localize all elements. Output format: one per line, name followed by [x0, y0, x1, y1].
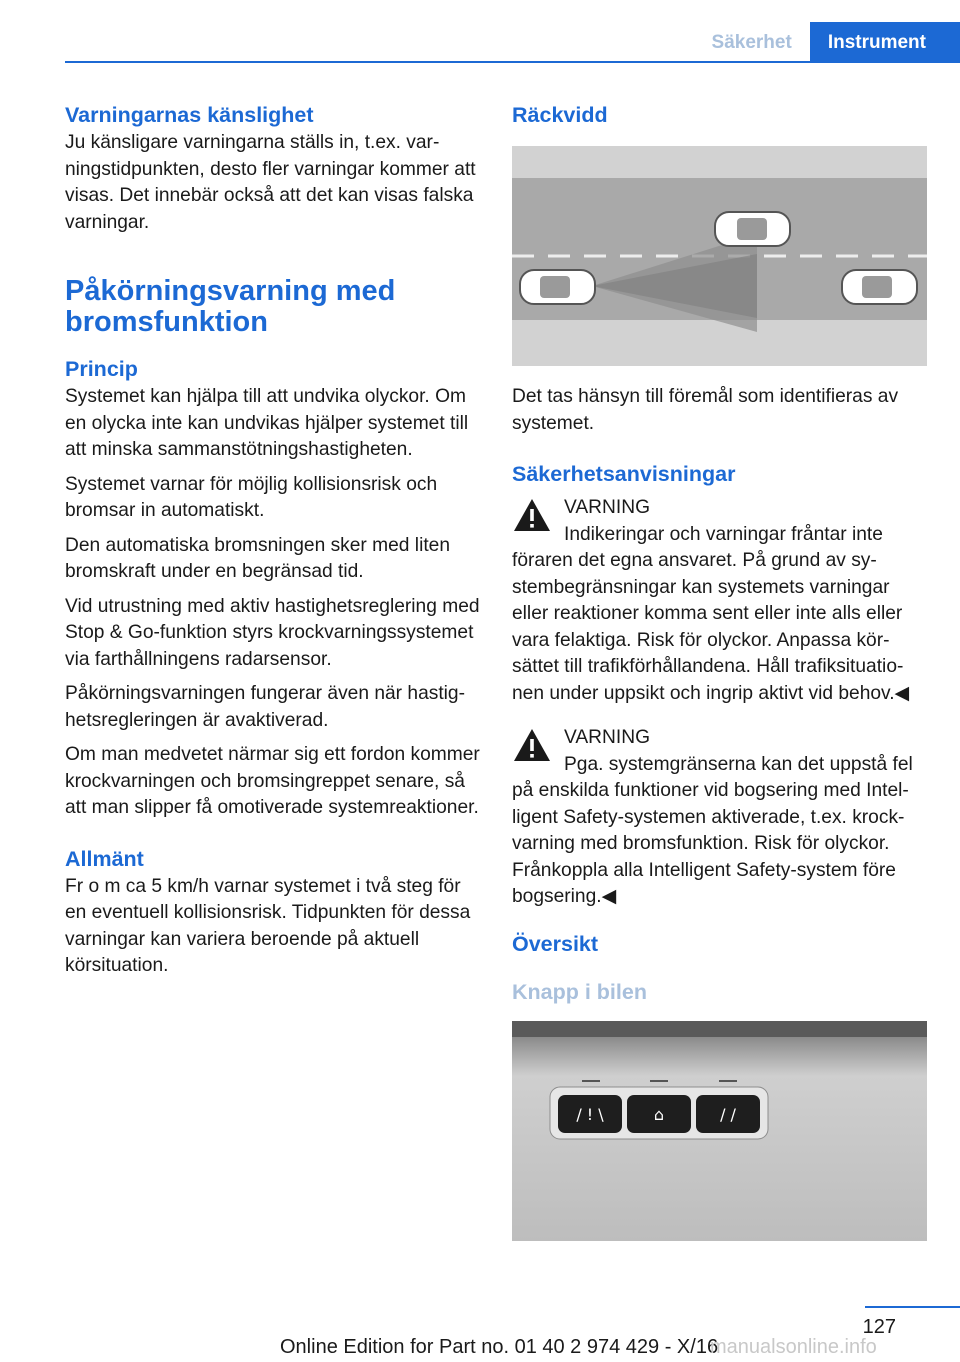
paragraph-principle-5: Påkörningsvarningen fungerar även när hastighetsregleringen är avaktiverad.	[65, 683, 465, 731]
paragraph-sensitivity: Ju känsligare varningarna ställs in, t.ex. varningstidpunkten, desto fler varningar kommer att visas. Det innebär också att det kan visas falska varningar.	[65, 132, 476, 233]
edition-text: Online Edition for Part no. 01 40 2 974 429 - X/16	[280, 1336, 719, 1358]
car-right-icon	[842, 270, 917, 304]
heading-principle: Princip	[65, 357, 138, 381]
warning-2-title: VARNING	[564, 727, 650, 748]
warning-2-text: på enskilda funktioner vid bogsering med Intelligent Safety-systemen aktiverade, t.ex. krockvarning med bromsfunktion. Risk för olyckor. Frånkoppla alla Intelligent Safety-system före bogsering.◀	[512, 780, 909, 907]
warning-2-lead: Pga. systemgränserna kan det uppstå fel	[564, 753, 913, 775]
warning-triangle-icon	[512, 497, 552, 533]
heading-overview: Översikt	[512, 931, 599, 956]
heading-safety: Säkerhetsanvisningar	[512, 462, 736, 486]
car-left-icon	[520, 270, 595, 304]
svg-text:/ /: / /	[720, 1104, 736, 1124]
header-tabs	[694, 22, 960, 62]
tab-sakerhet[interactable]: Säkerhet	[694, 22, 810, 62]
paragraph-principle-1: Systemet kan hjälpa till att undvika olyckor. Om en olycka inte kan undvikas hjälper systemet till att minska sammanstötningshastigheten.	[65, 386, 469, 460]
paragraph-principle-6: Om man medvetet närmar sig ett fordon kommer krockvarningen och bromsingreppet senare, så att man slipper få omotiverade systemreaktioner.	[65, 744, 480, 818]
range-illustration	[512, 146, 927, 366]
paragraph-principle-3: Den automatiska bromsningen sker med liten bromskraft under en begränsad tid.	[65, 534, 451, 582]
svg-text:/ ! \: / ! \	[576, 1104, 604, 1124]
heading-general: Allmänt	[65, 846, 144, 871]
paragraph-general: Fr o m ca 5 km/h varnar systemet i två steg för en eventuell kollisionsrisk. Tidpunkten för dessa varningar kan variera beroende på aktuell körsituation.	[65, 875, 471, 976]
left-column	[65, 100, 480, 988]
heading-sensitivity: Varningarnas känslighet	[65, 103, 314, 127]
svg-text:⌂: ⌂	[653, 1104, 665, 1124]
paragraph-principle-2: Systemet varnar för möjlig kollisionsrisk och bromsar in automatiskt.	[65, 473, 438, 521]
pedestrian-warning-button-icon	[558, 1095, 622, 1133]
heading-collision-warning: Påkörningsvarning med bromsfunktion	[65, 275, 396, 338]
right-column	[512, 100, 927, 1241]
paragraph-principle-4: Vid utrustning med aktiv hastighetsreglering med Stop & Go-funktion styrs krockvarningssystemet via farthållningens radarsensor.	[65, 595, 480, 670]
collision-warning-button-icon	[627, 1095, 691, 1133]
warning-1-title: VARNING	[564, 497, 650, 518]
range-caption: Det tas hänsyn till föremål som identifieras av systemet.	[512, 386, 899, 434]
page-number: 127	[862, 1316, 896, 1338]
button-console-photo	[512, 1021, 927, 1241]
heading-range: Räckvidd	[512, 103, 608, 127]
footer-rule	[865, 1306, 960, 1308]
warning-1-lead: Indikeringar och varningar fråntar inte	[564, 523, 883, 545]
header-rule	[65, 61, 960, 63]
warning-block-1	[512, 495, 927, 707]
watermark: manualsonline.info	[710, 1336, 877, 1358]
warning-block-2	[512, 725, 927, 911]
lane-departure-button-icon	[696, 1095, 760, 1133]
warning-1-text: föraren det egna ansvaret. På grund av systembegränsningar kan systemets varningar eller reaktioner komma sent eller inte alls eller vara felaktiga. Risk för olyckor. Anpassa körsättet till trafikförhållandena. Håll trafiksituationen under uppsikt och ingrip aktivt vid behov.◀	[512, 550, 910, 704]
heading-button-in-car: Knapp i bilen	[512, 979, 647, 1004]
warning-triangle-icon	[512, 727, 552, 763]
tab-instrument[interactable]: Instrument	[810, 22, 960, 62]
car-top-icon	[715, 212, 790, 246]
